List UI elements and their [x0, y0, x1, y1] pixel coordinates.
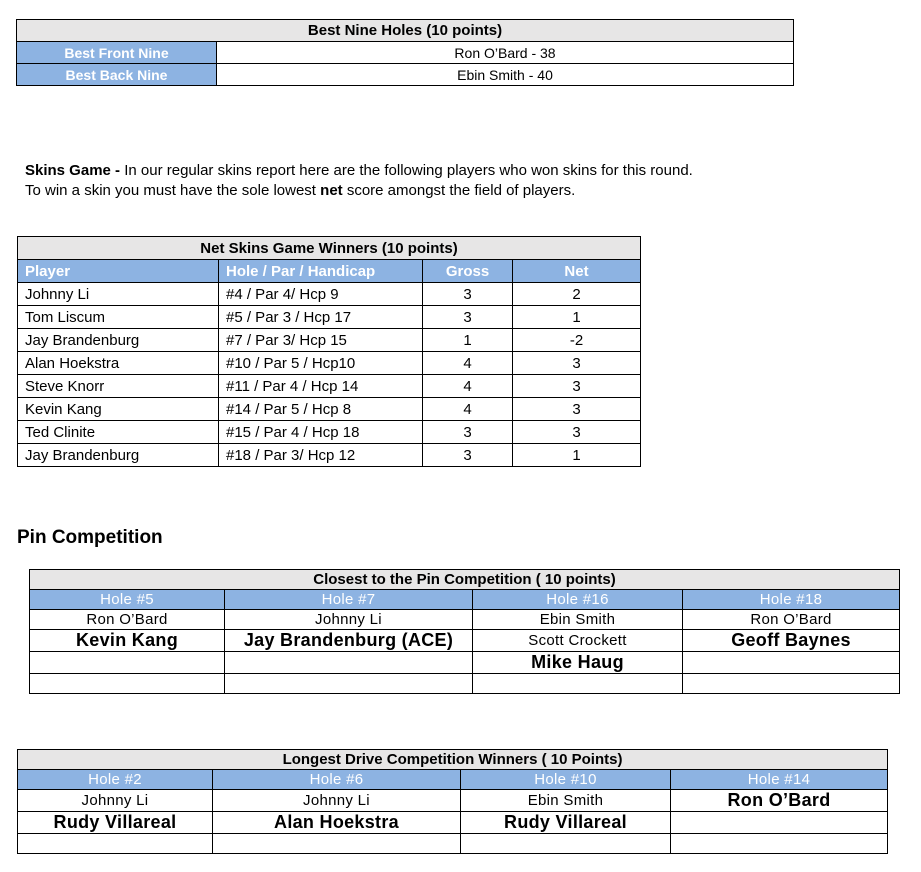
cell-hole: #5 / Par 3 / Hcp 17	[219, 306, 423, 329]
cell-net: 1	[513, 306, 641, 329]
drive-title: Longest Drive Competition Winners ( 10 Points)	[18, 750, 888, 770]
winner-cell	[671, 812, 888, 834]
skins-lead: Skins Game -	[25, 162, 121, 179]
winner-cell: Johnny Li	[225, 610, 473, 630]
col-header-hole: Hole #6	[213, 770, 461, 790]
table-row	[30, 630, 900, 652]
cell-player: Alan Hoekstra	[18, 352, 219, 375]
col-header-hole: Hole #10	[461, 770, 671, 790]
winner-cell	[225, 652, 473, 674]
cell-gross: 3	[423, 283, 513, 306]
col-header-hole: Hole #16	[473, 590, 683, 610]
table-row	[17, 64, 794, 86]
winner-cell: Alan Hoekstra	[213, 812, 461, 834]
winner-cell	[461, 834, 671, 854]
winner-cell: Rudy Villareal	[18, 812, 213, 834]
table-row	[30, 674, 900, 694]
skins-title: Net Skins Game Winners (10 points)	[18, 237, 641, 260]
winner-cell: Mike Haug	[473, 652, 683, 674]
winner-cell	[30, 674, 225, 694]
winner-cell: Ron O’Bard	[671, 790, 888, 812]
winner-cell: Ron O’Bard	[683, 610, 900, 630]
winner-cell	[30, 652, 225, 674]
pin-table	[29, 569, 900, 694]
table-title-row	[30, 570, 900, 590]
pin-body	[30, 590, 900, 694]
cell-hole: #4 / Par 4/ Hcp 9	[219, 283, 423, 306]
table-row	[18, 812, 888, 834]
table-row	[18, 375, 641, 398]
table-row	[30, 610, 900, 630]
col-header-player: Player	[18, 260, 219, 283]
cell-hole: #11 / Par 4 / Hcp 14	[219, 375, 423, 398]
cell-player: Johnny Li	[18, 283, 219, 306]
winner-cell: Johnny Li	[213, 790, 461, 812]
table-header-row	[18, 260, 641, 283]
cell-gross: 1	[423, 329, 513, 352]
cell-hole: #14 / Par 5 / Hcp 8	[219, 398, 423, 421]
table-title-row	[18, 237, 641, 260]
drive-table	[17, 749, 888, 854]
winner-cell: Jay Brandenburg (ACE)	[225, 630, 473, 652]
winner-cell	[683, 674, 900, 694]
table-row	[18, 329, 641, 352]
skins-table	[17, 236, 641, 467]
winner-cell	[213, 834, 461, 854]
winner-cell	[225, 674, 473, 694]
cell-gross: 3	[423, 444, 513, 467]
cell-gross: 4	[423, 375, 513, 398]
table-header-row	[30, 590, 900, 610]
winner-cell	[683, 652, 900, 674]
col-header-hole: Hole #7	[225, 590, 473, 610]
col-header-gross: Gross	[423, 260, 513, 283]
skins-line1-rest: In our regular skins report here are the following players who won skins for this round.	[120, 162, 693, 179]
skins-intro-line-2	[25, 181, 693, 201]
col-header-hole: Hole / Par / Handicap	[219, 260, 423, 283]
cell-gross: 4	[423, 352, 513, 375]
best-back-nine-value: Ebin Smith - 40	[217, 64, 794, 86]
winner-cell	[671, 834, 888, 854]
cell-gross: 3	[423, 421, 513, 444]
cell-gross: 4	[423, 398, 513, 421]
col-header-hole: Hole #2	[18, 770, 213, 790]
table-row	[18, 790, 888, 812]
table-row	[18, 352, 641, 375]
best-nine-title: Best Nine Holes (10 points)	[17, 20, 794, 42]
winner-cell	[473, 674, 683, 694]
cell-net: 3	[513, 375, 641, 398]
skins-body	[18, 283, 641, 467]
table-title-row	[18, 750, 888, 770]
best-nine-table	[16, 19, 794, 86]
cell-hole: #7 / Par 3/ Hcp 15	[219, 329, 423, 352]
cell-player: Kevin Kang	[18, 398, 219, 421]
table-row	[17, 42, 794, 64]
skins-intro	[25, 161, 693, 201]
winner-cell: Ron O’Bard	[30, 610, 225, 630]
table-row	[18, 306, 641, 329]
skins-line2-post: score amongst the field of players.	[342, 182, 576, 199]
winner-cell: Rudy Villareal	[461, 812, 671, 834]
cell-hole: #15 / Par 4 / Hcp 18	[219, 421, 423, 444]
pin-title: Closest to the Pin Competition ( 10 points)	[30, 570, 900, 590]
best-front-nine-label: Best Front Nine	[17, 42, 217, 64]
col-header-hole: Hole #5	[30, 590, 225, 610]
cell-net: 2	[513, 283, 641, 306]
winner-cell: Johnny Li	[18, 790, 213, 812]
cell-net: -2	[513, 329, 641, 352]
cell-net: 3	[513, 398, 641, 421]
table-header-row	[18, 770, 888, 790]
col-header-hole: Hole #14	[671, 770, 888, 790]
cell-player: Jay Brandenburg	[18, 444, 219, 467]
col-header-net: Net	[513, 260, 641, 283]
skins-line2-bold: net	[320, 182, 343, 199]
best-back-nine-label: Best Back Nine	[17, 64, 217, 86]
cell-hole: #10 / Par 5 / Hcp10	[219, 352, 423, 375]
skins-line2-pre: To win a skin you must have the sole lowest	[25, 182, 321, 199]
table-row	[18, 834, 888, 854]
winner-cell	[18, 834, 213, 854]
table-row	[18, 283, 641, 306]
table-row	[18, 398, 641, 421]
best-front-nine-value: Ron O’Bard - 38	[217, 42, 794, 64]
winner-cell: Geoff Baynes	[683, 630, 900, 652]
table-row	[18, 444, 641, 467]
winner-cell: Ebin Smith	[461, 790, 671, 812]
winner-cell: Ebin Smith	[473, 610, 683, 630]
drive-body	[18, 770, 888, 854]
cell-hole: #18 / Par 3/ Hcp 12	[219, 444, 423, 467]
cell-player: Jay Brandenburg	[18, 329, 219, 352]
winner-cell: Kevin Kang	[30, 630, 225, 652]
col-header-hole: Hole #18	[683, 590, 900, 610]
cell-player: Tom Liscum	[18, 306, 219, 329]
cell-net: 1	[513, 444, 641, 467]
cell-net: 3	[513, 421, 641, 444]
winner-cell: Scott Crockett	[473, 630, 683, 652]
table-title-row	[17, 20, 794, 42]
skins-intro-line-1	[25, 161, 693, 181]
cell-gross: 3	[423, 306, 513, 329]
table-row	[18, 421, 641, 444]
cell-player: Steve Knorr	[18, 375, 219, 398]
pin-competition-heading: Pin Competition	[17, 527, 163, 548]
cell-net: 3	[513, 352, 641, 375]
cell-player: Ted Clinite	[18, 421, 219, 444]
table-row	[30, 652, 900, 674]
